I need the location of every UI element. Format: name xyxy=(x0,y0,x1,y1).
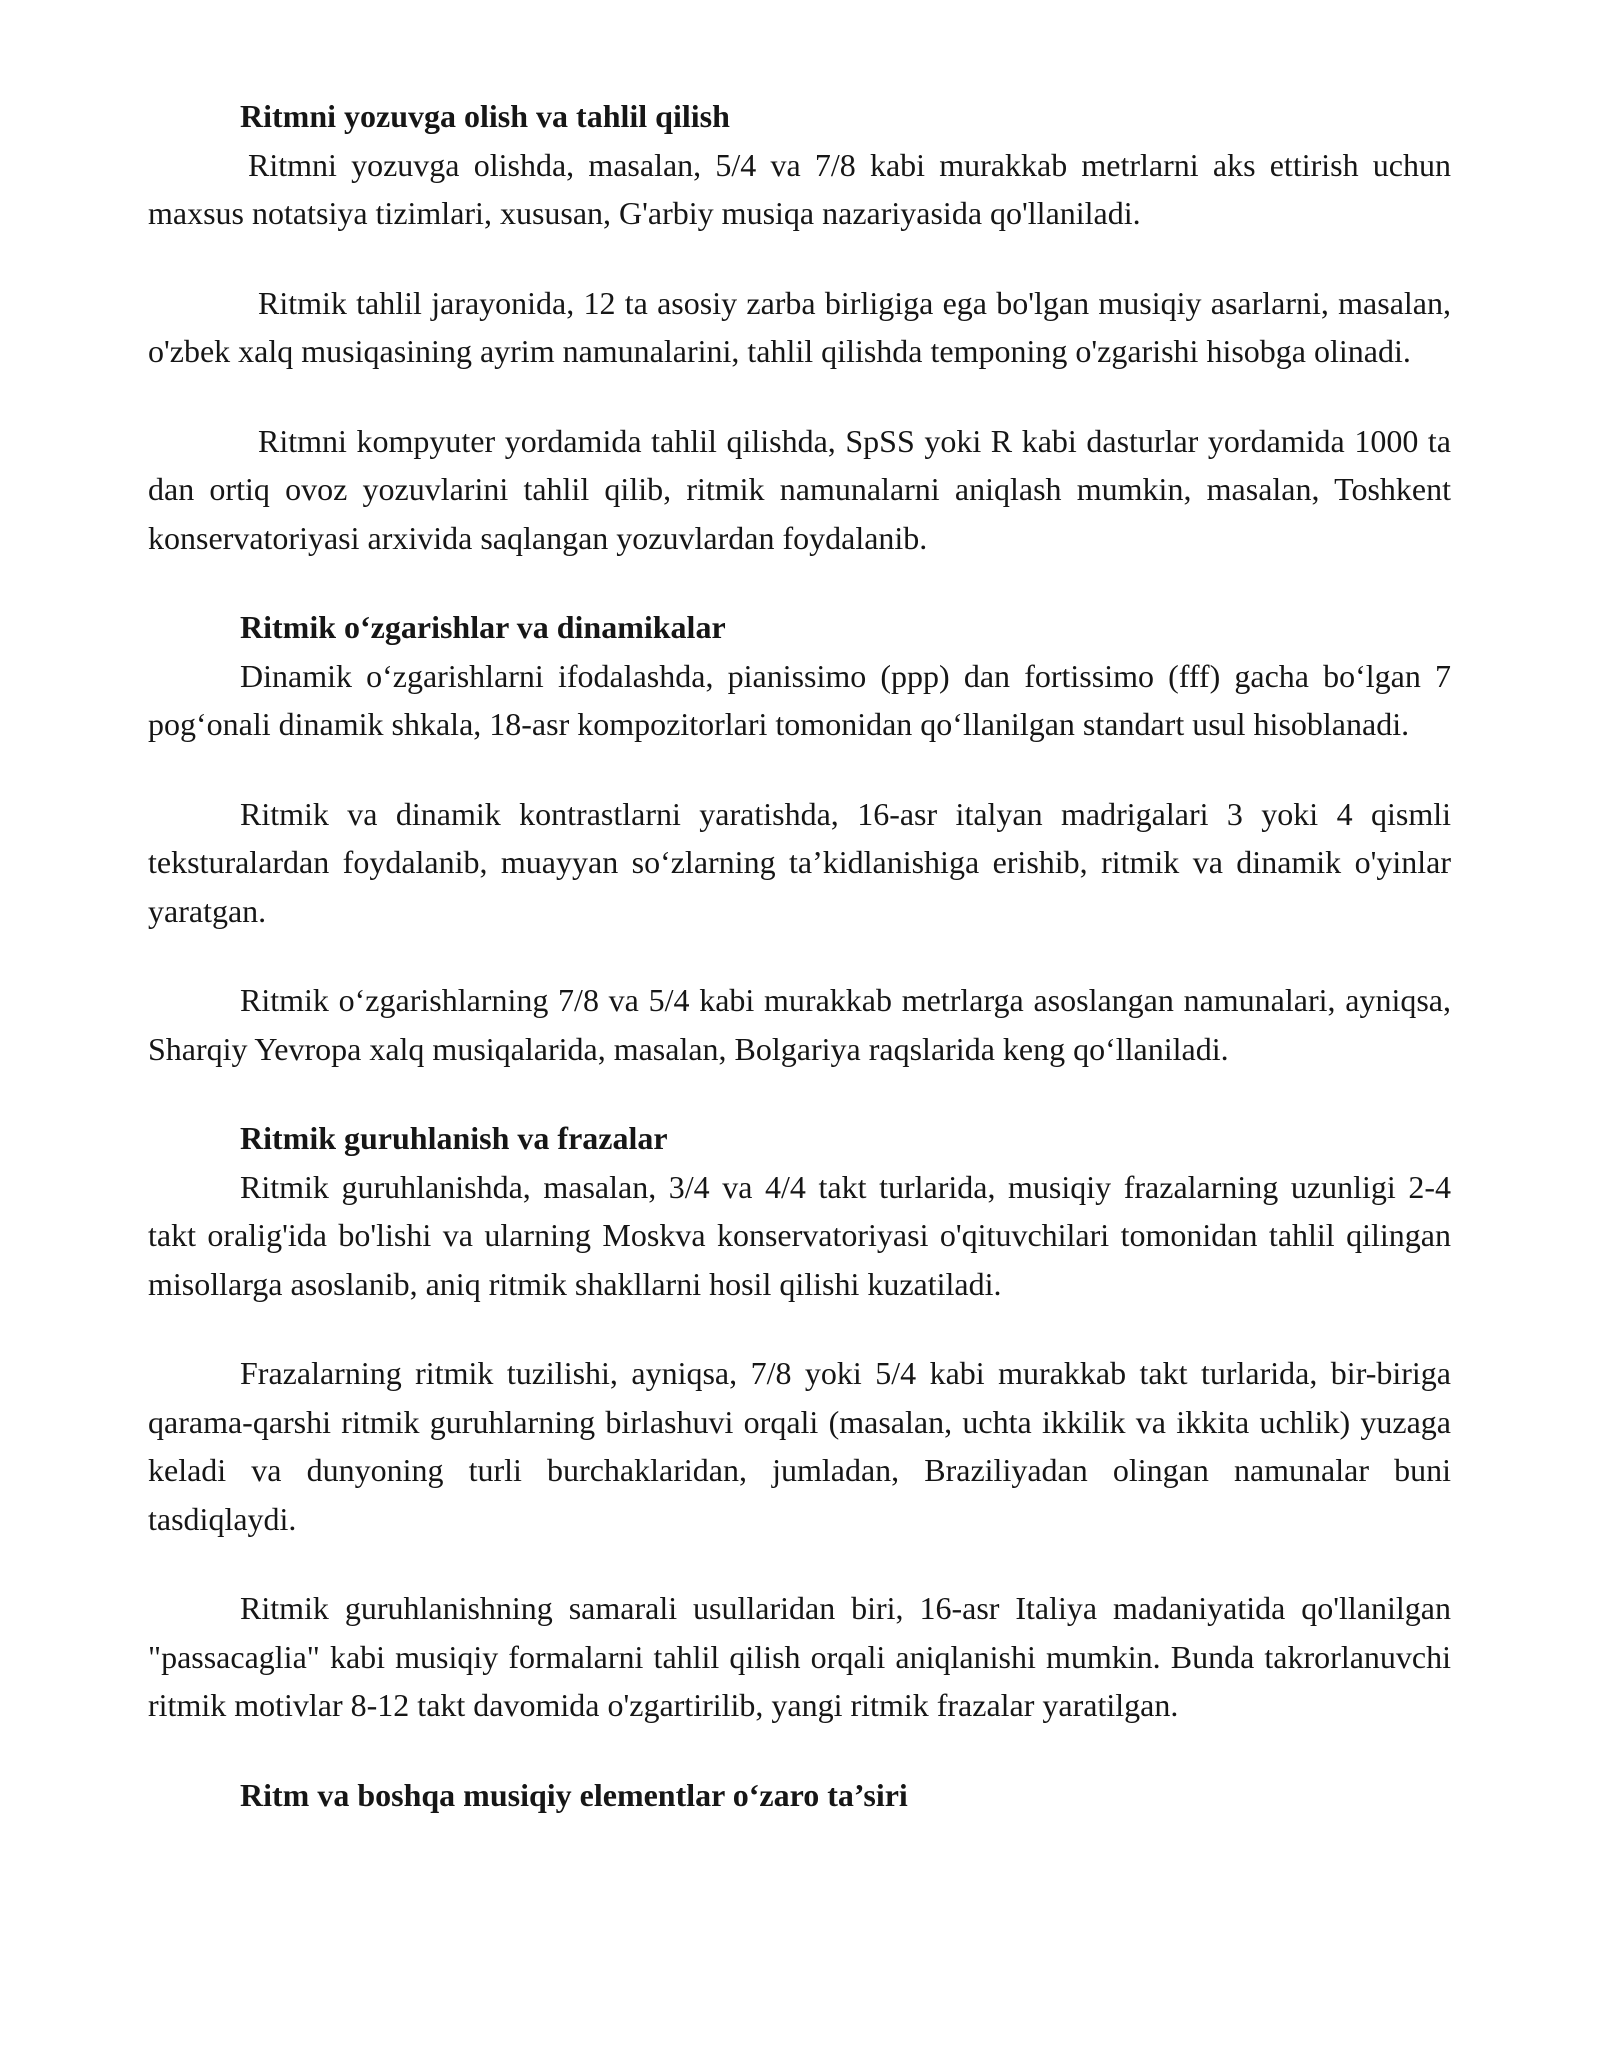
paragraph: Ritmik va dinamik kontrastlarni yaratishda, 16-asr italyan madrigalari 3 yoki 4 qismli teksturalardan foydalanib, muayyan so‘zlarning ta’kidlanishiga erishib, ritmik va dinamik o'yinlar yaratgan. xyxy=(148,795,1451,929)
paragraph: Ritmik guruhlanishning samarali usullaridan biri, 16-asr Italiya madaniyatida qo'llanilgan "passacaglia" kabi musiqiy formalarni tahlil qilish orqali aniqlanishi mumkin. Bunda takrorlanuvchi ritmik motivlar 8-12 takt davomida o'zgartirilib, yangi ritmik frazalar yaratilgan. xyxy=(148,1590,1451,1723)
paragraph-spacer xyxy=(148,238,1451,279)
paragraph: Ritmni kompyuter yordamida tahlil qilishda, SpSS yoki R kabi dasturlar yordamida 1000 ta dan ortiq ovoz yozuvlarini tahlil qilib, ritmik namunalarni aniqlash mumkin, masalan, Toshkent konservatoriyasi arxivida saqlangan yozuvlardan foydalanib. xyxy=(148,422,1451,556)
document-page xyxy=(148,92,1451,1819)
paragraph-spacer xyxy=(148,376,1451,417)
section-spacer xyxy=(148,1730,1451,1771)
section-heading: Ritmik o‘zgarishlar va dinamikalar xyxy=(240,609,726,645)
section-spacer xyxy=(148,1073,1451,1114)
paragraph-spacer xyxy=(148,1308,1451,1349)
paragraph: Ritmik tahlil jarayonida, 12 ta asosiy zarba birligiga ega bo'lgan musiqiy asarlarni, masalan, o'zbek xalq musiqasining ayrim namunalarini, tahlil qilishda temponing o'zgarishi hisobga olinadi. xyxy=(148,284,1451,369)
paragraph-spacer xyxy=(148,935,1451,976)
paragraph-spacer xyxy=(148,749,1451,790)
section-heading: Ritmni yozuvga olish va tahlil qilish xyxy=(240,98,730,134)
paragraph: Dinamik o‘zgarishlarni ifodalashda, pianissimo (ppp) dan fortissimo (fff) gacha bo‘lgan 7 pog‘onali dinamik shkala, 18-asr kompozitorlari tomonidan qo‘llanilgan standart usul hisoblanadi. xyxy=(148,657,1451,742)
paragraph: Ritmni yozuvga olishda, masalan, 5/4 va 7/8 kabi murakkab metrlarni aks ettirish uchun maxsus notatsiya tizimlari, xususan, G'arbiy musiqa nazariyasida qo'llaniladi. xyxy=(148,146,1451,231)
paragraph: Frazalarning ritmik tuzilishi, ayniqsa, 7/8 yoki 5/4 kabi murakkab takt turlarida, bir-biriga qarama-qarshi ritmik guruhlarning birlashuvi orqali (masalan, uchta ikkilik va ikkita uchlik) yuzaga keladi va dunyoning turli burchaklaridan, jumladan, Braziliyadan olingan namunalar buni tasdiqlaydi. xyxy=(148,1355,1451,1537)
section-spacer xyxy=(148,562,1451,603)
paragraph-spacer xyxy=(148,1543,1451,1584)
section-heading: Ritmik guruhlanish va frazalar xyxy=(240,1120,668,1156)
paragraph: Ritmik guruhlanishda, masalan, 3/4 va 4/4 takt turlarida, musiqiy frazalarning uzunligi 2-4 takt oralig'ida bo'lishi va ularning Moskva konservatoriyasi o'qituvchilari tomonidan tahlil qilingan misollarga asoslanib, aniq ritmik shakllarni hosil qilishi kuzatiladi. xyxy=(148,1168,1451,1302)
section-heading: Ritm va boshqa musiqiy elementlar o‘zaro ta’siri xyxy=(240,1776,908,1813)
paragraph: Ritmik o‘zgarishlarning 7/8 va 5/4 kabi murakkab metrlarga asoslangan namunalari, ayniqsa, Sharqiy Yevropa xalq musiqalarida, masalan, Bolgariya raqslarida keng qo‘llaniladi. xyxy=(148,982,1451,1067)
